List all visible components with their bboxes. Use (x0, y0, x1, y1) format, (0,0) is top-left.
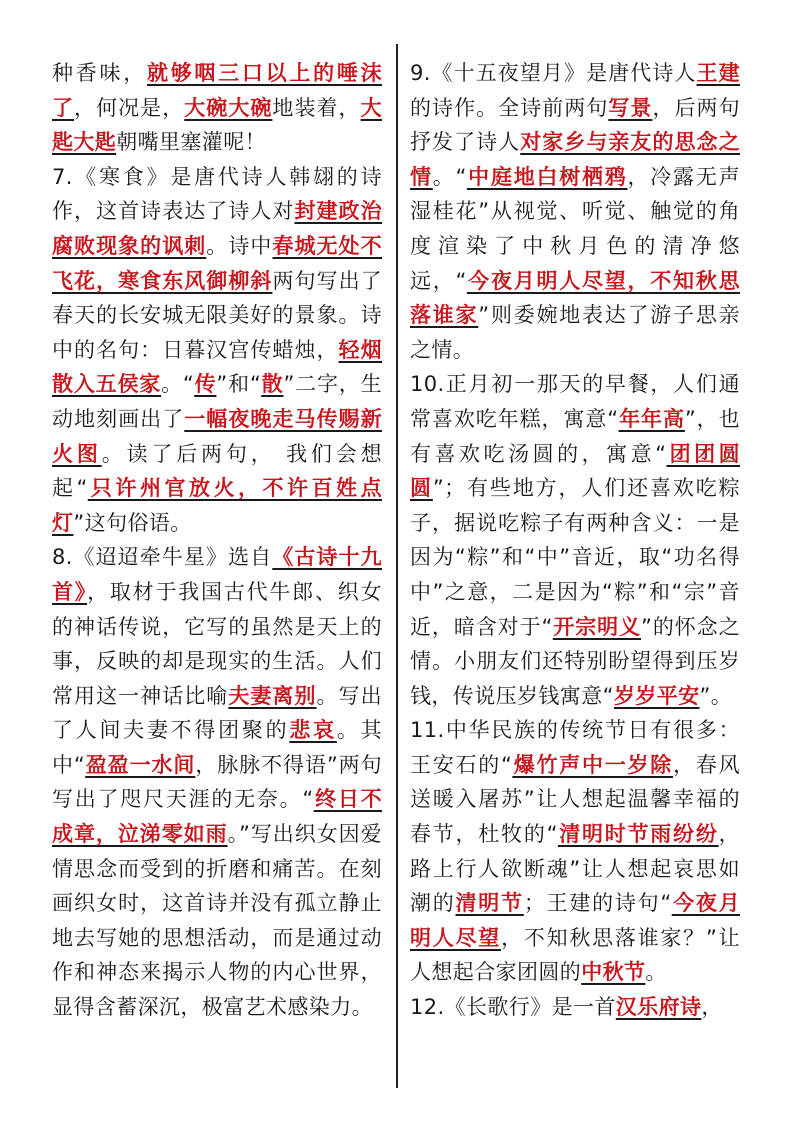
highlighted-answer: 岁岁平安 (613, 683, 700, 708)
highlighted-answer: 大匙大匙 (52, 95, 382, 155)
highlighted-answer: 盈盈一水间 (85, 752, 196, 777)
text-segment: 。“ (161, 372, 195, 397)
highlighted-answer: 对家乡与亲友的思念之情 (410, 130, 741, 189)
text-segment: 。诗中 (206, 233, 273, 258)
highlighted-answer: 散 (261, 372, 284, 397)
text-segment: 朝嘴里塞灌呢！ (116, 130, 267, 155)
text-segment: 。 (645, 960, 667, 985)
text-segment: ，路上行人欲断魂”让人想起哀思如潮的 (410, 822, 740, 916)
text-segment: 7.《寒食》是唐代诗人韩翃的诗作，这首诗表达了诗人对 (52, 164, 382, 224)
paragraph (52, 56, 382, 160)
highlighted-answer: 年年高 (618, 406, 685, 431)
text-segment: ，取材于我国古代牛郎、织女的神话传说，它写的虽然是天上的事，反映的却是现实的生活。人们常用这一神话比喻 (52, 579, 382, 708)
highlighted-answer: 封建政治腐败现象的讽刺 (52, 199, 382, 258)
text-segment: 。”写出织女因爱情思念而受到的折磨和痛苦。在刻画织女时，这首诗并没有孤立静止地去写她的思想活动，而是通过动作和神态来揭示人物的内心世界，显得含蓄深沉，极富艺术感染力。 (52, 822, 382, 1020)
text-segment: 8.《迢迢牵牛星》选自 (52, 545, 273, 570)
highlighted-answer: 团团圆圆 (410, 441, 741, 501)
highlighted-answer: 今夜月明人尽望 (410, 891, 740, 950)
text-segment: ，冷露无声湿桂花”从视觉、听觉、触觉的角度渲染了中秋月色的清净悠远，“ (410, 164, 740, 293)
text-segment: 9.《十五夜望月》是唐代诗人 (410, 61, 697, 85)
text-segment: ”和“ (216, 372, 262, 397)
highlighted-answer: 中秋节 (581, 960, 646, 985)
text-segment: ， (701, 995, 723, 1020)
text-segment: ”二字，生动地刻画出了 (52, 372, 382, 431)
highlighted-answer: 悲哀 (289, 718, 337, 743)
highlighted-answer: 传 (194, 372, 217, 397)
text-segment: ”的怀念之情。小朋友们还特别盼望得到压岁钱，传说压岁钱寓意“ (410, 614, 740, 708)
text-segment: 12.《长歌行》是一首 (410, 995, 616, 1020)
highlighted-answer: 大碗大碗 (184, 95, 273, 120)
text-segment: 地装着， (272, 95, 361, 120)
right-column (410, 56, 740, 1025)
paragraph (410, 713, 740, 990)
paragraph (410, 56, 740, 367)
highlighted-answer: 终日不成章，泣涕零如雨 (52, 787, 382, 847)
text-segment: 11.中华民族的传统节日有很多：王安石的“ (410, 718, 740, 777)
text-segment: 。写出了人间夫妻不得团聚的 (52, 683, 382, 743)
text-segment: ；王建的诗句“ (523, 891, 672, 916)
text-segment: ”；有些地方，人们还喜欢吃粽子，据说吃粽子有两种含义：一是因为“粽”和“中”音近，取“功名得中”之意，二是因为“粽”和“宗”音近，暗含对于“ (410, 476, 740, 639)
highlighted-answer: 清明时节雨纷纷 (557, 822, 719, 847)
text-segment: 的诗作。全诗前两句 (410, 95, 609, 120)
text-segment: 10.正月初一那天的早餐，人们通常喜欢吃年糕，寓意“ (410, 372, 740, 431)
left-column (52, 56, 382, 1025)
text-segment: ，后两句抒发了诗人 (410, 95, 740, 155)
highlighted-answer: 《古诗十九首》 (52, 545, 382, 604)
paragraph (52, 540, 382, 1024)
highlighted-answer: 只许州官放火，不许百姓点灯 (52, 476, 382, 535)
text-segment: ”，也有喜欢吃汤圆的，寓意“ (410, 406, 740, 466)
column-divider (396, 44, 398, 1088)
highlighted-answer: 汉乐府诗 (615, 995, 702, 1020)
highlighted-answer: 轻烟散入五侯家 (52, 337, 382, 397)
highlighted-answer: 王建 (696, 61, 740, 85)
text-segment: ，春风送暖入屠苏”让人想起温馨幸福的春节，杜牧的“ (410, 752, 740, 847)
text-segment: 。其中“ (52, 718, 382, 777)
text-segment: 。读了后两句， 我们会想起“ (52, 441, 382, 501)
highlighted-answer: 春城无处不飞花，寒食东风御柳斜 (52, 233, 382, 293)
text-segment: ，脉脉不得语”两句写出了咫尺天涯的无奈。“ (52, 752, 382, 812)
text-segment: 两句写出了春天的长安城无限美好的景象。诗中的名句：日暮汉宫传蜡烛， (52, 268, 383, 362)
highlighted-answer: 清明节 (455, 891, 524, 916)
text-segment: ”这句俗语。 (73, 510, 192, 535)
text-segment: ，何况是， (74, 95, 185, 120)
highlighted-answer: 就够咽三口以上的唾沫了 (52, 61, 382, 120)
text-segment: 。“ (432, 164, 467, 189)
paragraph (52, 160, 382, 541)
highlighted-answer: 中庭地白树栖鸦 (466, 164, 628, 189)
text-segment: 种香味， (52, 61, 147, 85)
text-segment: ”。 (699, 683, 733, 708)
text-segment: ，不知秋思落谁家？”让人想起合家团圆的 (410, 925, 740, 985)
highlighted-answer: 今夜月明人尽望，不知秋思落谁家 (410, 268, 740, 328)
highlighted-answer: 开宗明义 (552, 614, 642, 639)
highlighted-answer: 一幅夜晚走马传赐新火图 (52, 406, 382, 466)
highlighted-answer: 写景 (608, 95, 653, 120)
paragraph (410, 367, 740, 713)
highlighted-answer: 夫妻离别 (228, 683, 317, 708)
paragraph (410, 990, 740, 1025)
text-segment: ”则委婉地表达了游子思亲之情。 (410, 303, 740, 362)
highlighted-answer: 爆竹声中一岁除 (512, 752, 674, 777)
